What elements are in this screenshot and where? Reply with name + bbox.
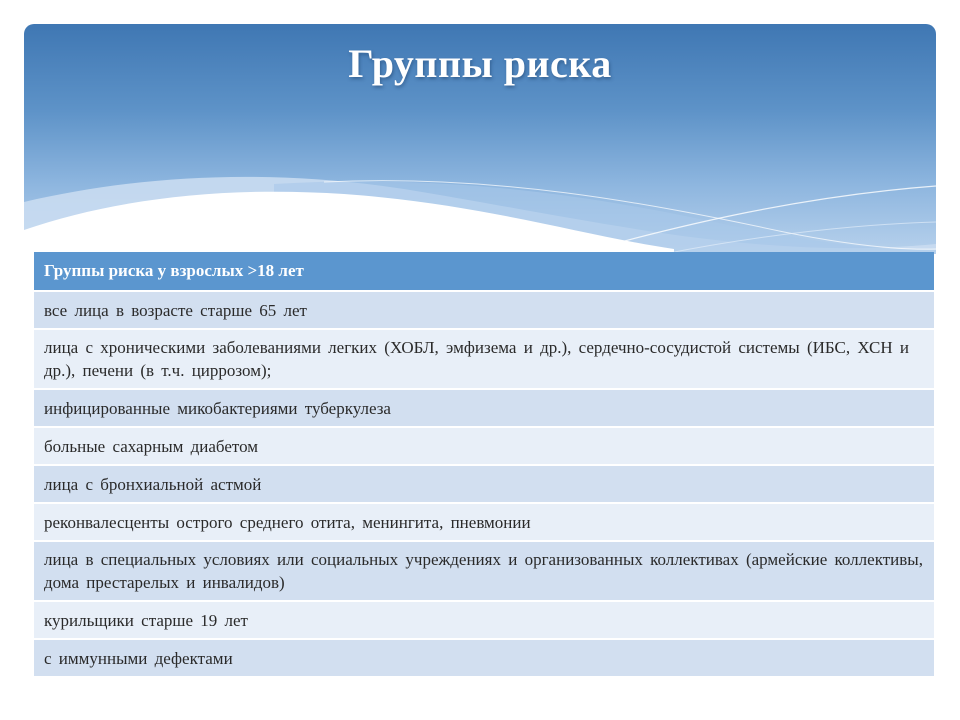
table-cell: все лица в возрасте старше 65 лет xyxy=(34,292,934,330)
table-cell: инфицированные микобактериями туберкулеза xyxy=(34,390,934,428)
table-row xyxy=(34,428,934,466)
table-header-cell: Группы риска у взрослых >18 лет xyxy=(34,252,934,292)
table-row xyxy=(34,504,934,542)
table-cell: лица в специальных условиях или социальных учреждениях и организованных коллективах (армейские коллективы, дома престарелых и инвалидов) xyxy=(34,542,934,602)
table-row xyxy=(34,602,934,640)
table-row xyxy=(34,466,934,504)
table-cell: реконвалесценты острого среднего отита, менингита, пневмонии xyxy=(34,504,934,542)
table-cell: больные сахарным диабетом xyxy=(34,428,934,466)
table-row xyxy=(34,542,934,602)
table-cell: лица с бронхиальной астмой xyxy=(34,466,934,504)
table-cell: курильщики старше 19 лет xyxy=(34,602,934,640)
table-cell: лица с хроническими заболеваниями легких (ХОБЛ, эмфизема и др.), сердечно-сосудистой системы (ИБС, ХСН и др.), печени (в т.ч. циррозом); xyxy=(34,330,934,390)
slide-title: Группы риска xyxy=(348,41,612,86)
table-row xyxy=(34,330,934,390)
table-row xyxy=(34,292,934,330)
table-row xyxy=(34,640,934,678)
table-row xyxy=(34,390,934,428)
table-header-row xyxy=(34,252,934,292)
table-cell: с иммунными дефектами xyxy=(34,640,934,678)
risk-groups-table xyxy=(34,252,934,678)
